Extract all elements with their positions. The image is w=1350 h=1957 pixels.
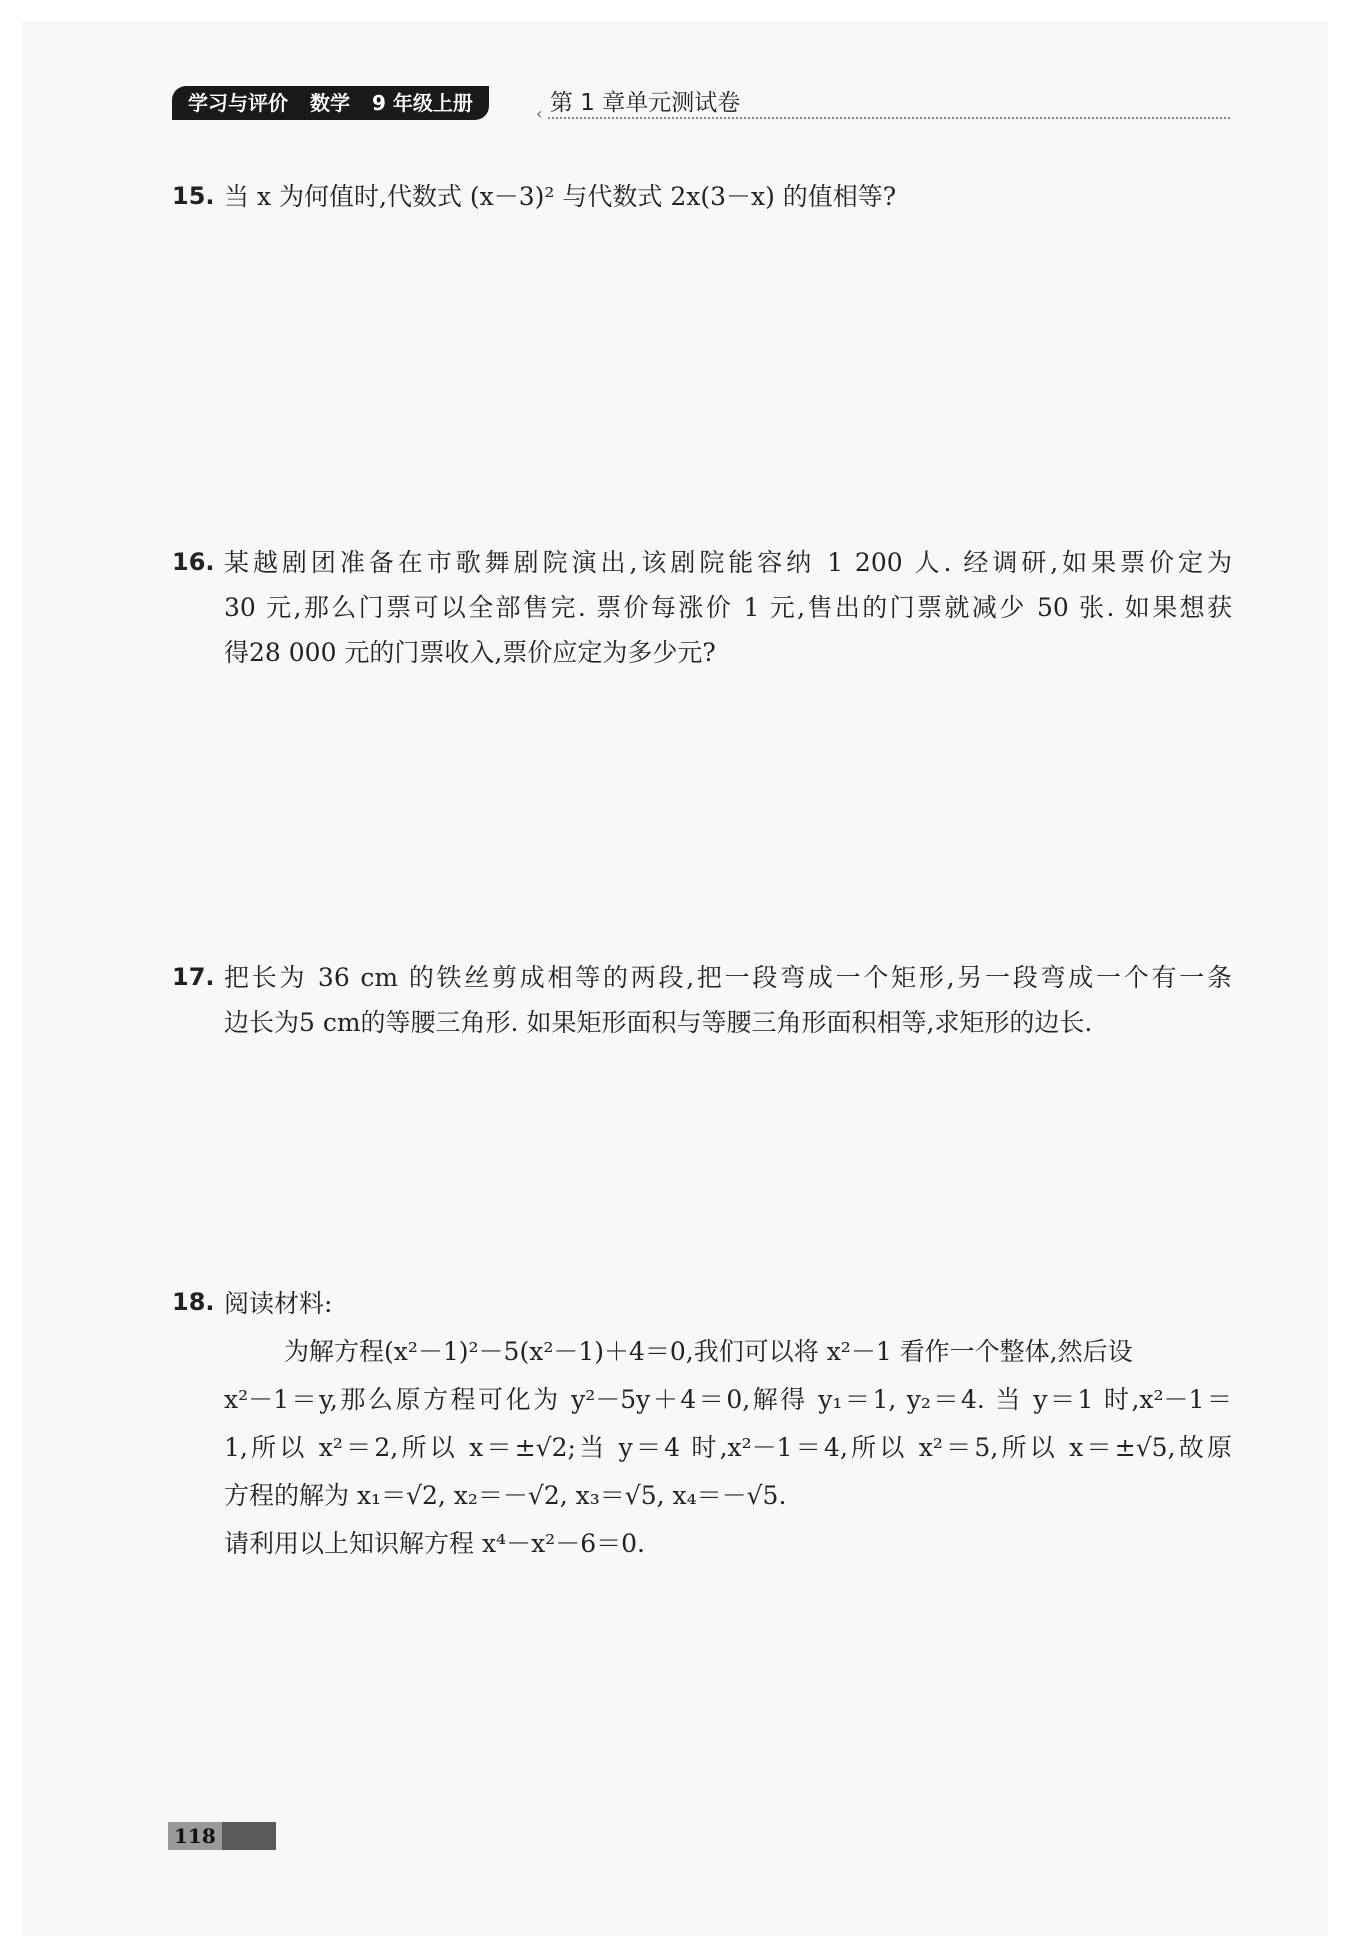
page-number: 118 <box>168 1822 222 1850</box>
question-text: 当 x 为何值时,代数式 (x－3)² 与代数式 2x(3－x) 的值相等? <box>224 182 897 211</box>
question-number: 18. <box>172 1288 215 1316</box>
question-text-line: 把长为 36 cm 的铁丝剪成相等的两段,把一段弯成一个矩形,另一段弯成一个有一条 <box>224 963 1232 992</box>
reading-material-line: 1,所以 x²＝2,所以 x＝±√2;当 y＝4 时,x²－1＝4,所以 x²＝5,所以 x＝±√5,故原 <box>224 1433 1232 1462</box>
question-17 <box>172 955 1232 1045</box>
header-divider <box>548 117 1230 119</box>
chapter-title: 第 1 章单元测试卷 <box>550 90 741 116</box>
reading-material-title: 阅读材料: <box>224 1289 333 1318</box>
question-number: 15. <box>172 182 215 210</box>
reading-material-line: 为解方程(x²－1)²－5(x²－1)＋4＝0,我们可以将 x²－1 看作一个整体,然后设 <box>284 1337 1133 1366</box>
question-number: 17. <box>172 963 215 991</box>
reading-material-line: x²－1＝y,那么原方程可化为 y²－5y＋4＝0,解得 y₁＝1, y₂＝4. 当 y＝1 时,x²－1＝ <box>224 1385 1232 1414</box>
question-text-line: 30 元,那么门票可以全部售完. 票价每涨价 1 元,售出的门票就减少 50 张. 如果想获 <box>224 593 1232 622</box>
header-arrow-icon: ‹ <box>536 104 543 123</box>
reading-material-line: 方程的解为 x₁＝√2, x₂＝－√2, x₃＝√5, x₄＝－√5. <box>224 1481 787 1510</box>
header-badge-grade: 9 年级上册 <box>372 91 473 115</box>
page-number-bar <box>168 1822 276 1850</box>
question-18 <box>172 1280 1232 1568</box>
header-badge-book: 学习与评价 <box>188 91 288 115</box>
header-badge <box>172 86 489 120</box>
question-text-line: 某越剧团准备在市歌舞剧院演出,该剧院能容纳 1 200 人. 经调研,如果票价定为 <box>224 548 1232 577</box>
question-16 <box>172 540 1232 675</box>
question-number: 16. <box>172 548 215 576</box>
question-text-line: 边长为5 cm的等腰三角形. 如果矩形面积与等腰三角形面积相等,求矩形的边长. <box>224 1008 1093 1037</box>
header-badge-subject: 数学 <box>310 91 350 115</box>
question-task: 请利用以上知识解方程 x⁴－x²－6＝0. <box>224 1529 645 1558</box>
question-15 <box>172 174 1232 219</box>
question-text-line: 得28 000 元的门票收入,票价应定为多少元? <box>224 638 716 667</box>
